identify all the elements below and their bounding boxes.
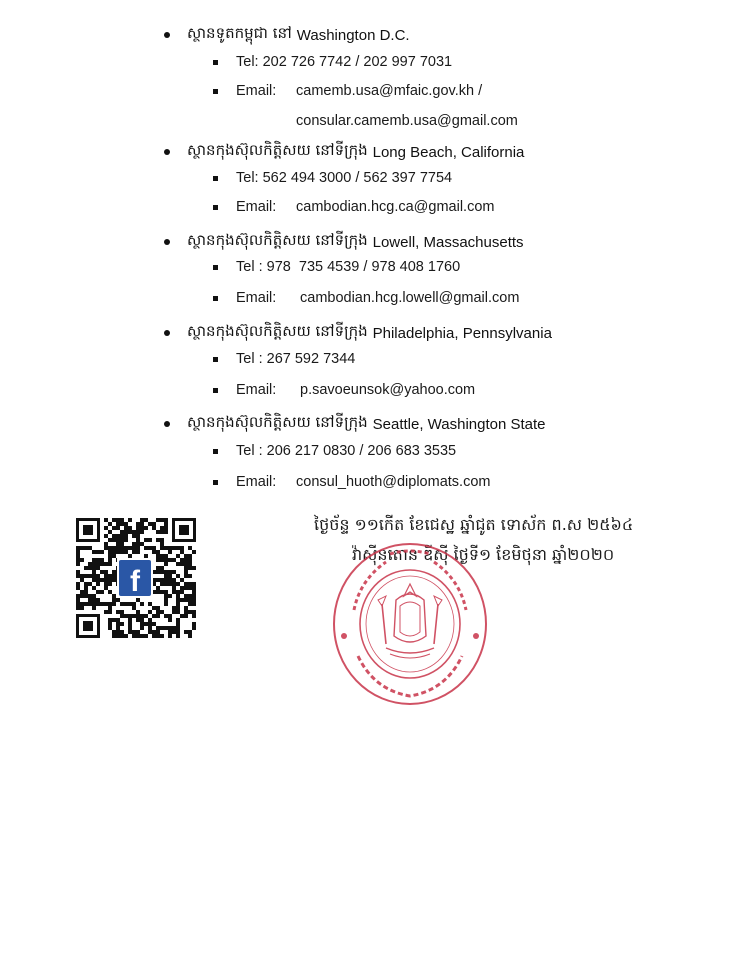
email-line xyxy=(213,290,519,306)
email-line xyxy=(213,199,494,215)
tel-label: Tel : xyxy=(236,443,263,459)
tel-label: Tel: xyxy=(236,170,259,186)
tel-line xyxy=(213,443,456,459)
square-bullet-icon xyxy=(213,205,218,210)
office-heading-seattle xyxy=(164,413,546,435)
tel-line xyxy=(213,259,460,275)
office-heading-lowell xyxy=(164,231,524,253)
bullet-icon xyxy=(164,239,170,245)
bullet-icon xyxy=(164,330,170,336)
email-line xyxy=(213,474,490,490)
tel-line xyxy=(213,351,355,367)
office-name-en: Washington D.C. xyxy=(296,26,410,44)
square-bullet-icon xyxy=(213,357,218,362)
email-line xyxy=(213,382,475,398)
square-bullet-icon xyxy=(213,388,218,393)
tel-value: 206 217 0830 / 206 683 3535 xyxy=(266,443,457,459)
email-label: Email: xyxy=(236,474,277,490)
office-heading-long-beach xyxy=(164,141,524,163)
facebook-letter: f xyxy=(130,565,140,598)
square-bullet-icon xyxy=(213,89,218,94)
square-bullet-icon xyxy=(213,176,218,181)
office-name-en: Seattle, Washington State xyxy=(372,415,546,433)
office-name-en: Long Beach, California xyxy=(372,143,525,161)
office-name-km: ស្ថានកុងស៊ុលកិត្តិសយ នៅទីក្រុង xyxy=(187,231,368,249)
square-bullet-icon xyxy=(213,265,218,270)
square-bullet-icon xyxy=(213,296,218,301)
tel-label: Tel: xyxy=(236,54,259,70)
embassy-seal-icon xyxy=(330,540,490,708)
tel-line xyxy=(213,54,452,70)
date-solar: វ៉ាស៊ីនតោន ឌីស៊ី ថ្ងៃទី១ ខែមិថុនា ឆ្នាំ២០២០ xyxy=(352,545,615,564)
email-value-continued: consular.camemb.usa@gmail.com xyxy=(296,113,518,129)
bullet-icon xyxy=(164,421,170,427)
tel-value: 978 735 4539 / 978 408 1760 xyxy=(266,259,461,275)
tel-value: 202 726 7742 / 202 997 7031 xyxy=(262,54,453,70)
square-bullet-icon xyxy=(213,449,218,454)
square-bullet-icon xyxy=(213,480,218,485)
office-name-km: ស្ថានទូតកម្ពុជា នៅ xyxy=(187,24,292,42)
tel-value: 267 592 7344 xyxy=(266,351,356,367)
email-label: Email: xyxy=(236,290,277,306)
email-value: p.savoeunsok@yahoo.com xyxy=(300,382,476,398)
email-label: Email: xyxy=(236,83,277,99)
email-value: consul_huoth@diplomats.com xyxy=(296,474,491,490)
office-name-km: ស្ថានកុងស៊ុលកិត្តិសយ នៅទីក្រុង xyxy=(187,322,368,340)
office-name-en: Lowell, Massachusetts xyxy=(372,233,524,251)
office-heading-washington xyxy=(164,24,410,46)
email-line xyxy=(213,83,482,99)
email-label: Email: xyxy=(236,382,277,398)
office-heading-philadelphia xyxy=(164,322,552,344)
office-name-km: ស្ថានកុងស៊ុលកិត្តិសយ នៅទីក្រុង xyxy=(187,141,368,159)
bullet-icon xyxy=(164,32,170,38)
facebook-qr-code-icon xyxy=(76,518,196,638)
email-label: Email: xyxy=(236,199,277,215)
email-value: cambodian.hcg.ca@gmail.com xyxy=(296,199,495,215)
email-value: camemb.usa@mfaic.gov.kh / xyxy=(296,83,483,99)
tel-label: Tel : xyxy=(236,259,263,275)
tel-line xyxy=(213,170,452,186)
tel-label: Tel : xyxy=(236,351,263,367)
office-name-en: Philadelphia, Pennsylvania xyxy=(372,324,552,342)
tel-value: 562 494 3000 / 562 397 7754 xyxy=(262,170,453,186)
office-name-km: ស្ថានកុងស៊ុលកិត្តិសយ នៅទីក្រុង xyxy=(187,413,368,431)
date-lunar: ថ្ងៃច័ន្ទ ១១កើត ខែជេស្ឋ ឆ្នាំជូត ទោស័ក ព.ស ២៥៦៤ xyxy=(314,515,634,534)
square-bullet-icon xyxy=(213,60,218,65)
bullet-icon xyxy=(164,149,170,155)
email-value: cambodian.hcg.lowell@gmail.com xyxy=(300,290,520,306)
